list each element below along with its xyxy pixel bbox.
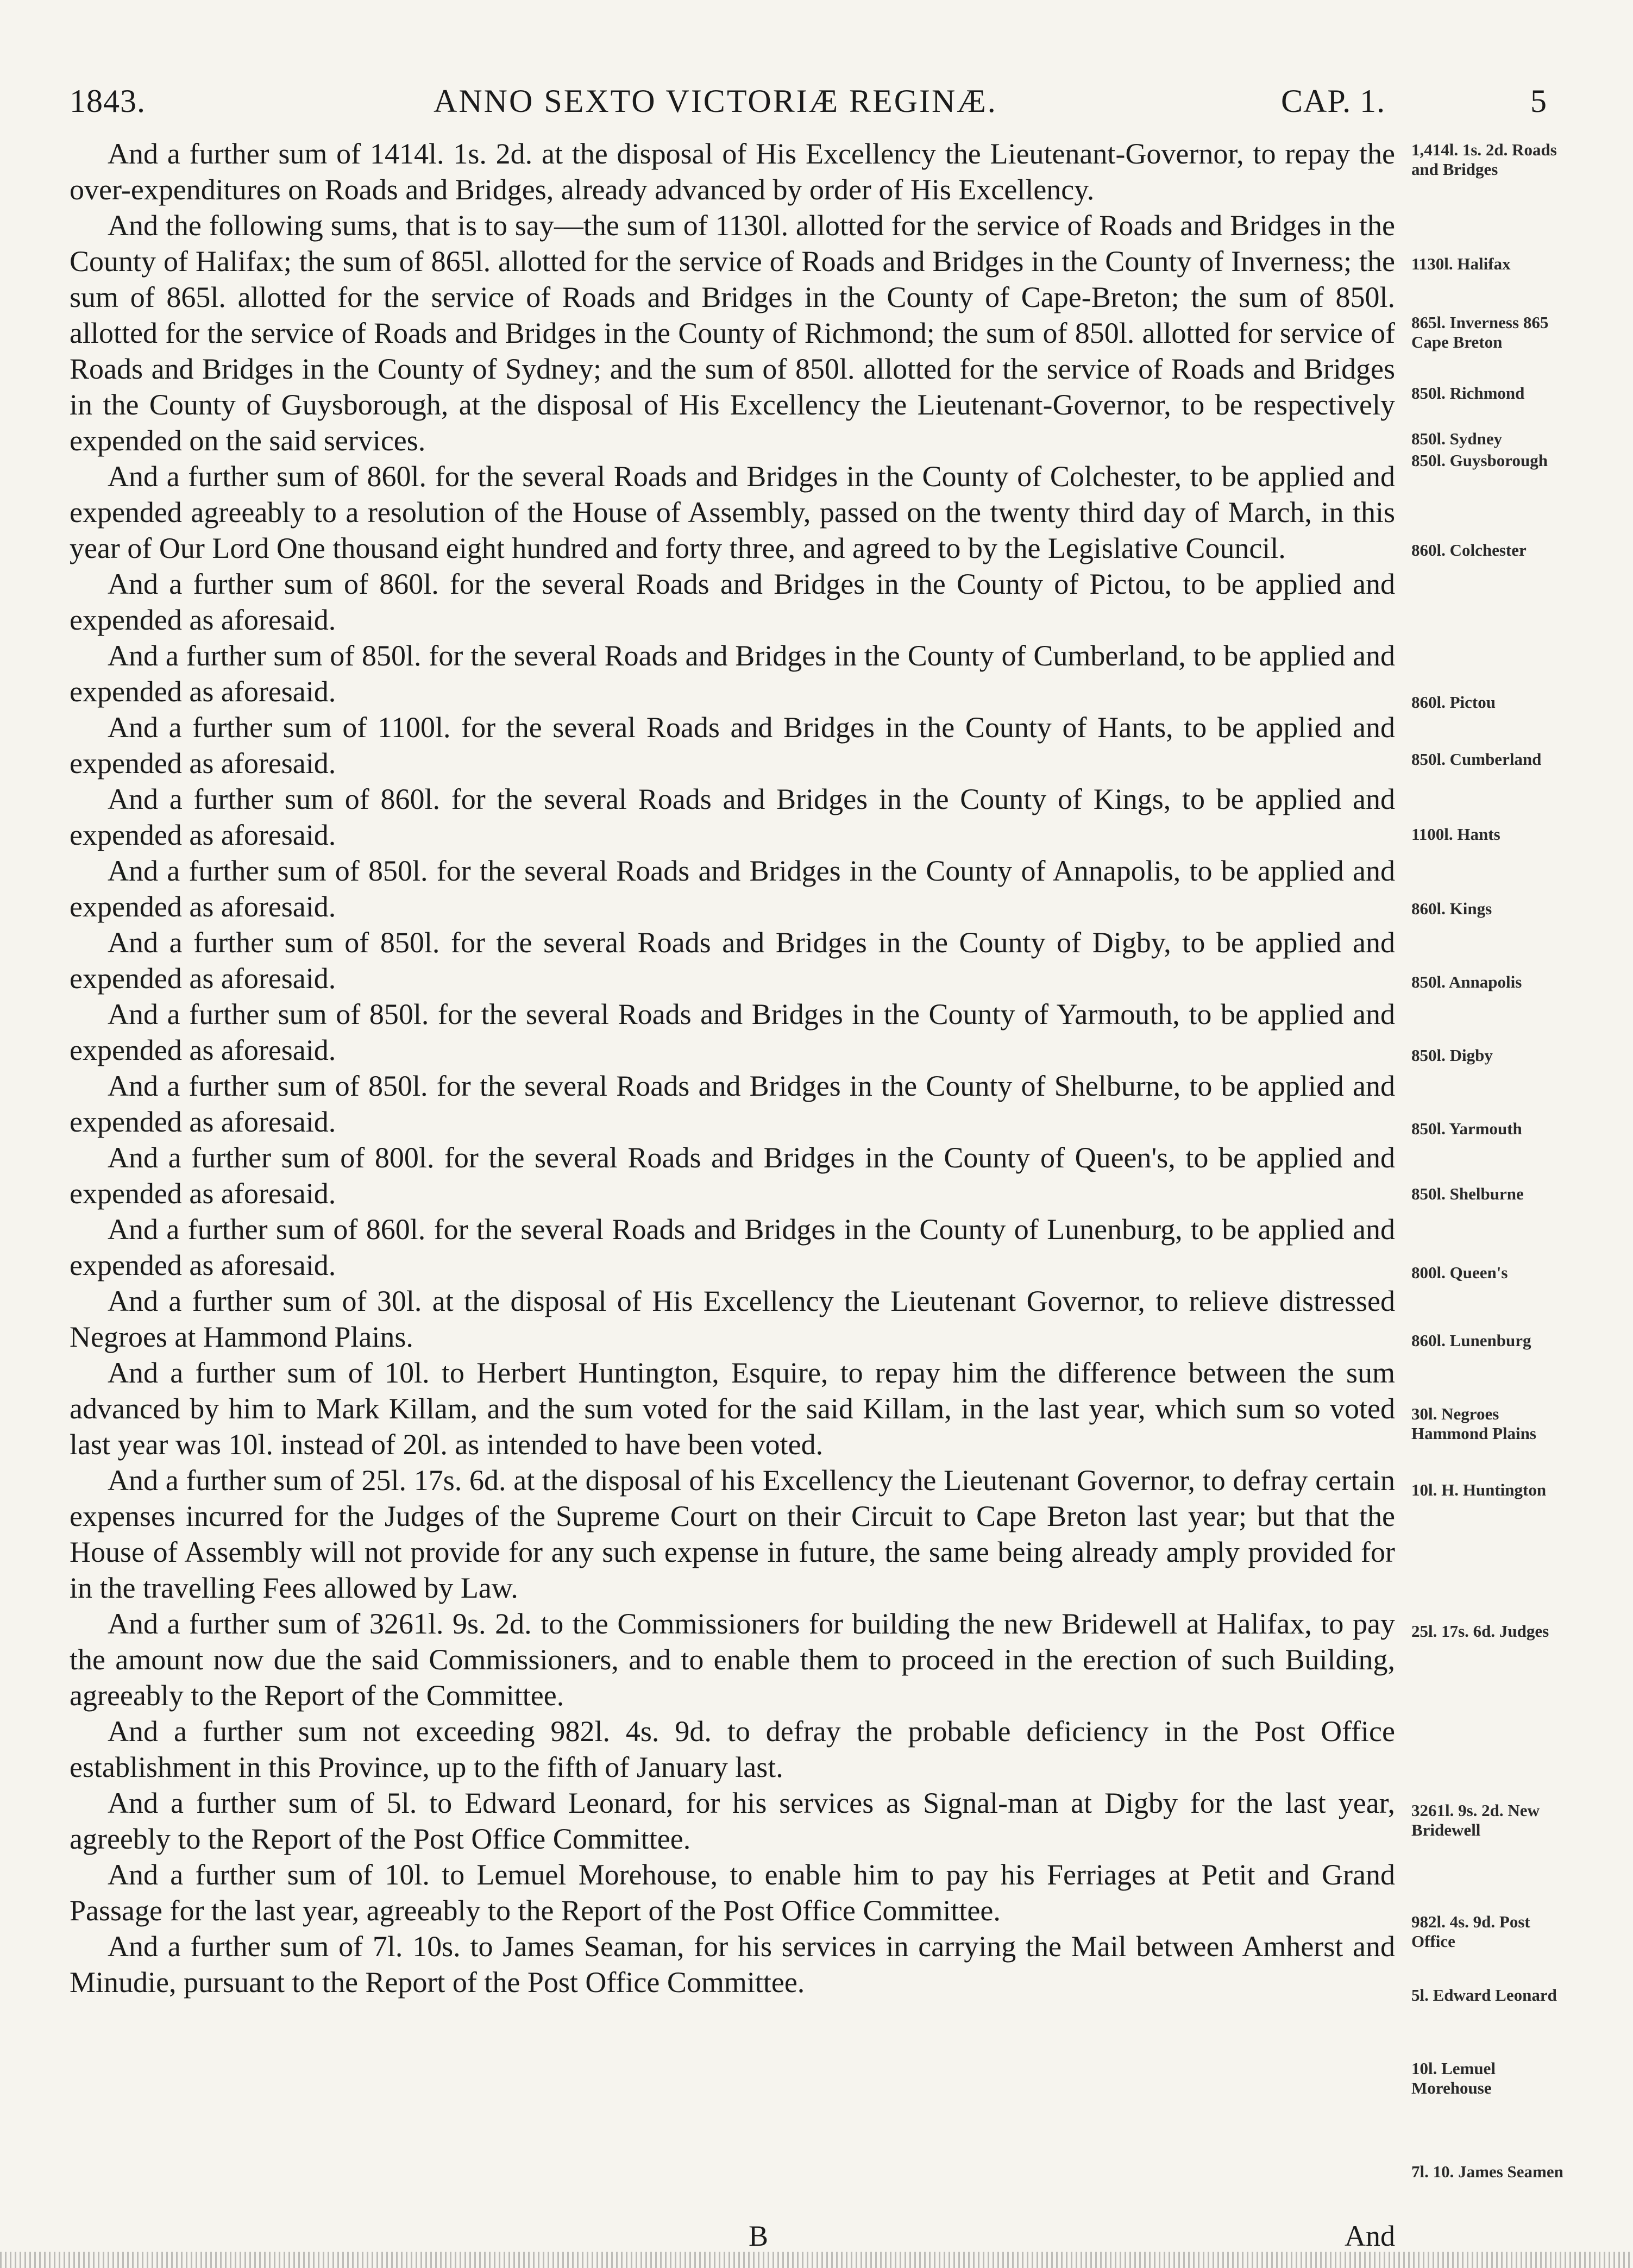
scan-noise-strip [0,2252,1633,2268]
margin-notes [1411,0,1574,2268]
paragraph: And a further sum of 10l. to Lemuel Morehouse, to enable him to pay his Ferriages at Petit and Grand Passage for the last year, agreeably to the Report of the Post Office Committee. [70,1858,1395,1927]
margin-note: 1100l. Hants [1411,825,1500,844]
margin-note: 982l. 4s. 9d. Post Office [1411,1912,1530,1951]
body-text [70,136,1395,2000]
margin-note: 850l. Digby [1411,1046,1493,1065]
paragraph: And a further sum of 850l. for the several Roads and Bridges in the County of Shelburne, to be applied and expended as aforesaid. [70,1070,1395,1138]
paragraph: And a further sum of 850l. for the several Roads and Bridges in the County of Digby, to be applied and expended as aforesaid. [70,926,1395,995]
margin-note: 850l. Yarmouth [1411,1119,1522,1138]
margin-note: 850l. Sydney [1411,429,1503,448]
paragraph: And a further sum of 850l. for the several Roads and Bridges in the County of Yarmouth, to be applied and expended as aforesaid. [70,998,1395,1066]
paragraph: And a further sum of 850l. for the several Roads and Bridges in the County of Cumberland, to be applied and expended as aforesaid. [70,639,1395,708]
paragraph: And a further sum of 25l. 17s. 6d. at the disposal of his Excellency the Lieutenant Governor, to defray certain expenses incurred for the Judges of the Supreme Court on their Circuit to Cape Breton last year; but that the House of Assembly will not provide for any such expense in future, the same being already amply provided for in the travelling Fees allowed by Law. [70,1464,1395,1604]
header-title: ANNO SEXTO VICTORIÆ REGINÆ. [434,83,997,119]
paragraph: And a further sum not exceeding 982l. 4s. 9d. to defray the probable deficiency in the Post Office establishment in this Province, up to the fifth of January last. [70,1715,1395,1783]
header-year: 1843. [70,83,146,119]
margin-note: 850l. Guysborough [1411,451,1548,470]
margin-note: 850l. Annapolis [1411,972,1522,991]
header-page-number: 5 [1530,83,1547,119]
margin-note: 860l. Pictou [1411,693,1496,712]
margin-note: 10l. H. Huntington [1411,1480,1547,1499]
margin-note: 7l. 10. James Seamen [1411,2162,1563,2181]
paragraph: And a further sum of 7l. 10s. to James Seaman, for his services in carrying the Mail between Amherst and Minudie, pursuant to the Report of the Post Office Committee. [70,1930,1395,1999]
margin-note: 860l. Lunenburg [1411,1331,1531,1350]
margin-note: 1130l. Halifax [1411,254,1511,273]
paragraph: And the following sums, that is to say—the sum of 1130l. allotted for the service of Roads and Bridges in the County of Halifax; the sum of 865l. allotted for the service of Roads and Bridges in the County of Inverness; the sum of 865l. allotted for the service of Roads and Bridges in the County of Cape-Breton; the sum of 850l. allotted for the service of Roads and Bridges in the County of Richmond; the sum of 850l. allotted for service of Roads and Bridges in the County of Sydney; and the sum of 850l. allotted for the service of Roads and Bridges in the County of Guysborough, at the disposal of His Excellency the Lieutenant-Governor, to be respectively expended on the said services. [70,209,1395,457]
margin-note: 850l. Cumberland [1411,750,1542,769]
margin-note: 1,414l. 1s. 2d. Roads and Bridges [1411,140,1557,179]
paragraph: And a further sum of 860l. for the several Roads and Bridges in the County of Kings, to be applied and expended as aforesaid. [70,783,1395,851]
margin-note: 850l. Richmond [1411,384,1525,403]
margin-note: 5l. Edward Leonard [1411,1986,1557,2005]
margin-note: 3261l. 9s. 2d. New Bridewell [1411,1801,1540,1839]
margin-note: 860l. Kings [1411,899,1492,918]
paragraph: And a further sum of 30l. at the disposal of His Excellency the Lieutenant Governor, to relieve distressed Negroes at Hammond Plains. [70,1285,1395,1353]
paragraph: And a further sum of 1100l. for the several Roads and Bridges in the County of Hants, to be applied and expended as aforesaid. [70,711,1395,780]
catchword: And [1345,2220,1395,2252]
paragraph: And a further sum of 3261l. 9s. 2d. to the Commissioners for building the new Bridewell at Halifax, to pay the amount now due the said Commissioners, and to enable them to proceed in the erection of such Building, agreeably to the Report of the Committee. [70,1607,1395,1712]
margin-note: 865l. Inverness 865 Cape Breton [1411,313,1549,351]
running-header [70,83,1547,131]
margin-note: 25l. 17s. 6d. Judges [1411,1622,1549,1641]
signature-mark: B [749,2220,769,2252]
paragraph: And a further sum of 800l. for the several Roads and Bridges in the County of Queen's, to be applied and expended as aforesaid. [70,1141,1395,1210]
paragraph: And a further sum of 860l. for the several Roads and Bridges in the County of Lunenburg, to be applied and expended as aforesaid. [70,1213,1395,1281]
header-chapter: CAP. 1. [1281,83,1386,119]
paragraph: And a further sum of 860l. for the several Roads and Bridges in the County of Pictou, to be applied and expended as aforesaid. [70,568,1395,636]
margin-note: 30l. Negroes Hammond Plains [1411,1404,1536,1443]
margin-note: 860l. Colchester [1411,541,1527,560]
paragraph: And a further sum of 860l. for the several Roads and Bridges in the County of Colchester, to be applied and expended agreeably to a resolution of the House of Assembly, passed on the twenty third day of March, in this year of Our Lord One thousand eight hundred and forty three, and agreed to by the Legislative Council. [70,460,1395,564]
margin-note: 850l. Shelburne [1411,1184,1524,1203]
paragraph: And a further sum of 5l. to Edward Leonard, for his services as Signal-man at Digby for the last year, agreebly to the Report of the Post Office Committee. [70,1787,1395,1855]
paragraph: And a further sum of 10l. to Herbert Huntington, Esquire, to repay him the difference between the sum advanced by him to Mark Killam, and the sum voted for the said Killam, in the last year, which sum so voted last year was 10l. instead of 20l. as intended to have been voted. [70,1356,1395,1461]
margin-note: 800l. Queen's [1411,1263,1508,1282]
paragraph: And a further sum of 850l. for the several Roads and Bridges in the County of Annapolis, to be applied and expended as aforesaid. [70,855,1395,923]
paragraph: And a further sum of 1414l. 1s. 2d. at the disposal of His Excellency the Lieutenant-Governor, to repay the over-expenditures on Roads and Bridges, already advanced by order of His Excellency. [70,137,1395,206]
margin-note: 10l. Lemuel Morehouse [1411,2059,1496,2097]
